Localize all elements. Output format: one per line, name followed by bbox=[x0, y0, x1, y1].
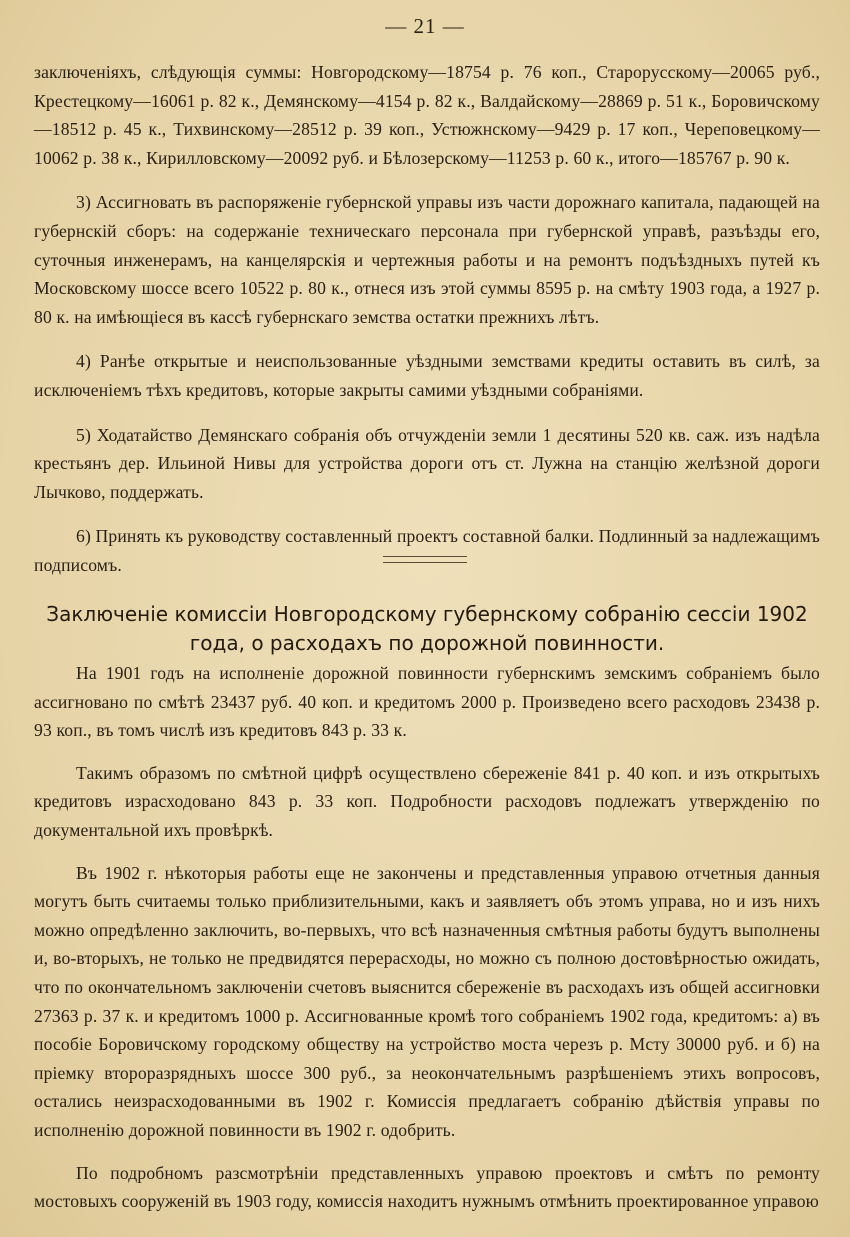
resolution-continuation bbox=[34, 58, 820, 596]
paragraph-item-3: 3) Ассигновать въ распоряженіе губернской управы изъ части дорожнаго капитала, падающей на губернскій сборъ: на содержаніе техническаго персонала при губернской управѣ, разъѣзды его, суточныя инженерамъ, на канцелярскія и чертежныя работы и на ремонтъ подъѣздныхъ путей къ Московскому шоссе всего 10522 р. 80 к., отнеся изъ этой суммы 8595 р. на смѣту 1903 года, а 1927 р. 80 к. на имѣющіеся въ кассѣ губернскаго земства остатки прежнихъ лѣтъ. bbox=[34, 192, 820, 327]
paragraph-1902-works: Въ 1902 г. нѣкоторыя работы еще не закончены и представленныя управою отчетныя данныя могутъ быть считаемы только приблизительными, какъ и заявляетъ объ этомъ управа, но и изъ нихъ можно опредѣленно заключить, во-первыхъ, что всѣ назначенныя смѣтныя работы будутъ выполнены и, во-вторыхъ, не только не предвидятся перерасходы, но можно съ полною достовѣрностью ожидать, что по окончательномъ заключеніи счетовъ выяснится сбереженіе въ расходахъ изъ общей ассигновки 27363 р. 37 к. и кредитомъ 1000 р. Ассигнованные кромѣ того собраніемъ 1902 года, кредитомъ: а) въ пособіе Боровичскому городскому обществу на устройство моста черезъ р. Мсту 30000 руб. и б) на пріемку второразрядныхъ шоссе 300 руб., за неокончательнымъ разрѣшеніемъ этихъ вопросовъ, остались неизрасходованными въ 1902 г. Комиссія предлагаетъ собранію дѣйствія управы по исполненію дорожной повинности въ 1902 г. одобрить. bbox=[34, 862, 820, 1140]
section-divider bbox=[383, 556, 467, 563]
paragraph-1901-budget: На 1901 годъ на исполненіе дорожной повинности губернскимъ земскимъ собраніемъ было ассигновано по смѣтѣ 23437 руб. 40 коп. и кредитомъ 2000 р. Произведено всего расходовъ 23438 р. 93 коп., въ томъ числѣ изъ кредитовъ 843 р. 33 к. bbox=[34, 663, 820, 741]
paragraph-item-5: 5) Ходатайство Демянскаго собранія объ отчужденіи земли 1 десятины 520 кв. саж. изъ надѣла крестьянъ дер. Ильиной Нивы для устройства дороги отъ ст. Лужна на станцію желѣзной дороги Лычково, поддержать. bbox=[34, 424, 820, 502]
paragraph-savings: Такимъ образомъ по смѣтной цифрѣ осуществлено сбереженіе 841 р. 40 коп. и изъ открытыхъ кредитовъ израсходовано 843 р. 33 коп. Подробности расходовъ подлежатъ утвержденію по документальной ихъ провѣркѣ. bbox=[34, 762, 820, 840]
paragraph-item-6: 6) Принять къ руководству составленный проектъ составной балки. Подлинный за надлежащимъ подписомъ. bbox=[34, 526, 820, 575]
commission-conclusion bbox=[34, 659, 820, 1230]
page-number: — 21 — bbox=[385, 14, 465, 38]
paragraph-sums-distribution: заключеніяхъ, слѣдующія суммы: Новгородскому—18754 р. 76 коп., Старорусскому—20065 руб., Крестецкому—16061 р. 82 к., Демянскому—4154 р. 82 к., Валдайскому—28869 р. 51 к., Боровичскому—18512 р. 45 к., Тихвинскому—28512 р. 39 коп., Устюжнскому—9429 р. 17 коп., Череповецкому—10062 р. 38 к., Кирилловскому—20092 руб. и Бѣлозерскому—11253 р. 60 к., итого—185767 р. 90 к. bbox=[34, 62, 820, 168]
section-heading: Заключеніе комиссіи Новгородскому губернскому собранію сессіи 1902 года, о расходахъ по дорожной повинности. bbox=[46, 602, 808, 655]
paragraph-bridge-projects: По подробномъ разсмотрѣніи представленныхъ управою проектовъ и смѣтъ по ремонту мостовыхъ сооруженій въ 1903 году, комиссія находитъ нужнымъ отмѣнить проектированное управою bbox=[34, 1162, 820, 1212]
paragraph-item-4: 4) Ранѣе открытые и неиспользованные уѣздными земствами кредиты оставить въ силѣ, за исключеніемъ тѣхъ кредитовъ, которые закрыты самими уѣздными собраніями. bbox=[34, 351, 820, 400]
